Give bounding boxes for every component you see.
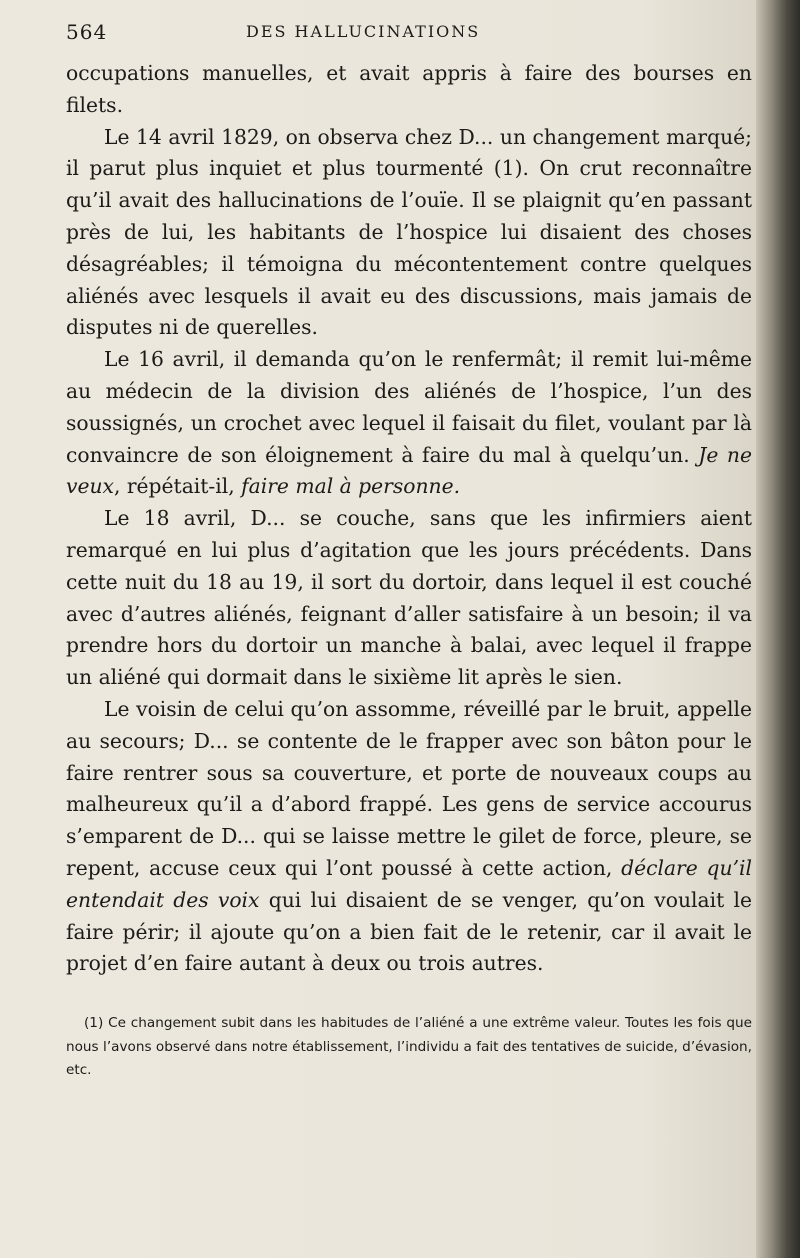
paragraph-3-italic-quote-2: faire mal à personne. <box>241 474 461 499</box>
book-spine-shadow <box>756 0 800 1258</box>
page-header <box>0 20 800 46</box>
paragraph-5 <box>66 694 752 980</box>
paragraph-4: Le 18 avril, D... se couche, sans que les infirmiers aient remarqué en lui plus d’agitation que les jours précédents. Dans cette nuit du 18 au 19, il sort du dortoir, dans lequel il est couché avec d’autres aliénés, feignant d’aller satisfaire à un besoin; il va prendre hors du dortoir un manche à balai, avec lequel il frappe un aliéné qui dormait dans le sixième lit après le sien. <box>66 506 752 690</box>
paragraph-3-italic-quote-1: Je ne veux <box>66 442 752 499</box>
body-text <box>66 58 752 980</box>
paragraph-5-text-before: Le voisin de celui qu’on assomme, réveillé par le bruit, appelle au secours; D... se contente de le frapper avec son bâton pour le faire rentrer sous sa couverture, et porte de nouveaux coups au malheureux qu’il a d’abord frappé. Les gens de service accourus s’emparent de D... qui se laisse mettre le gilet de force, pleure, se repent, accuse ceux qui l’ont poussé à cette action, <box>66 696 752 880</box>
paragraph-5-italic-phrase: déclare qu’il entendait des voix <box>66 855 752 912</box>
paragraph-2: Le 14 avril 1829, on observa chez D... un changement marqué; il parut plus inquiet et plus tourmenté (1). On crut reconnaître qu’il avait des hallucinations de l’ouïe. Il se plaignit qu’en passant près de lui, les habitants de l’hospice lui disaient des choses désagréables; il témoigna du mécontentement contre quelques aliénés avec lesquels il avait eu des discussions, mais jamais de disputes ni de querelles. <box>66 124 752 340</box>
paragraph-3-text-before: Le 16 avril, il demanda qu’on le renfermât; il remit lui-même au médecin de la division des aliénés de l’hospice, l’un des soussignés, un crochet avec lequel il faisait du filet, voulant par là convaincre de son éloignement à faire du mal à quelqu’un. <box>66 347 752 467</box>
page-number: 564 <box>66 20 108 44</box>
running-head: DES HALLUCINATIONS <box>246 22 481 41</box>
paragraph-1: occupations manuelles, et avait appris à faire des bourses en filets. <box>66 61 752 117</box>
paragraph-3-text-middle: , répétait-il, <box>113 474 242 499</box>
paragraph-3 <box>66 344 752 503</box>
footnote-text: (1) Ce changement subit dans les habitudes de l’aliéné a une extrême valeur. Toutes les fois que nous l’avons observé dans notre établissement, l’individu a fait des tentatives de suicide, d’évasion, etc. <box>66 1015 752 1078</box>
paragraph-5-text-after: qui lui disaient de se venger, qu’on voulait le faire périr; il ajoute qu’on a bien fait de le retenir, car il avait le projet d’en faire autant à deux ou trois autres. <box>66 887 752 976</box>
footnote <box>66 1012 752 1083</box>
